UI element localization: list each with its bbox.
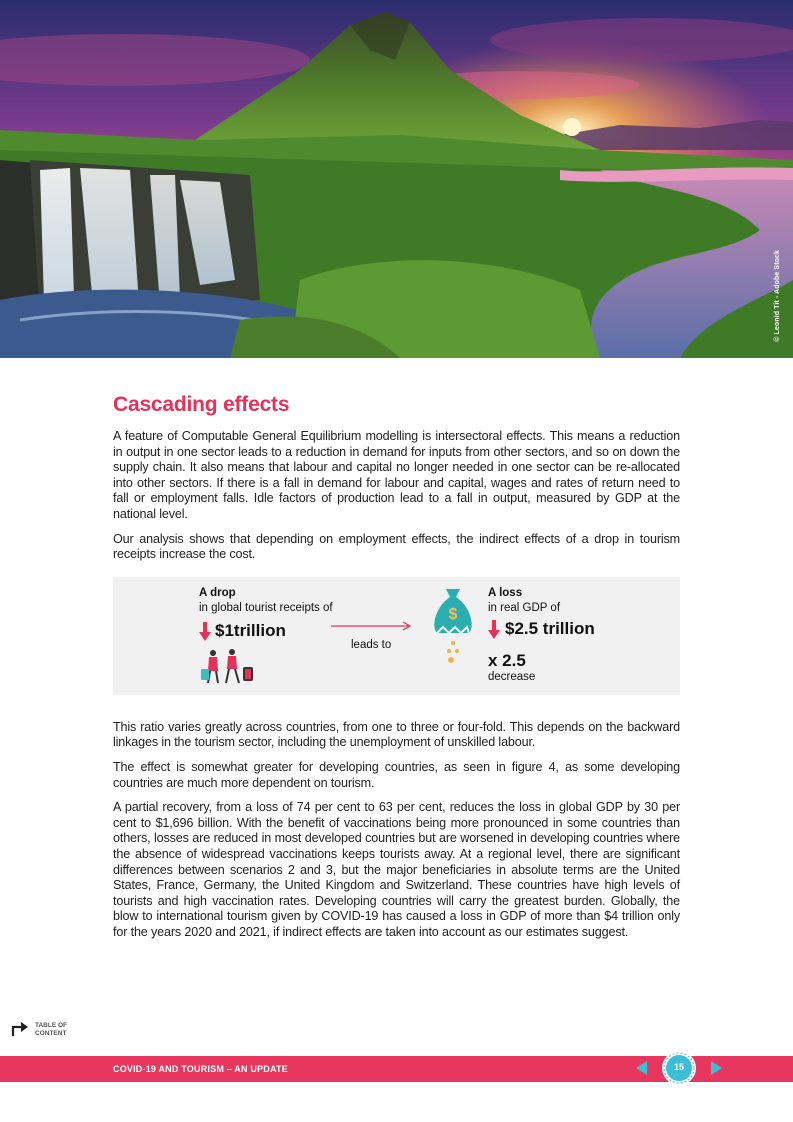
- photo-credit: © Leonid Tit - Adobe Stock: [774, 250, 781, 342]
- loss-value: $2.5 trillion: [505, 618, 595, 638]
- drop-heading: A drop: [199, 586, 236, 599]
- landscape-illustration: [0, 0, 793, 358]
- loss-heading: A loss: [488, 586, 523, 599]
- page-number: 15: [673, 1062, 684, 1072]
- connector-label: leads to: [351, 638, 392, 651]
- arrow-down-icon: [488, 620, 500, 640]
- footer-title: COVID-19 AND TOURISM – AN UPDATE: [113, 1064, 288, 1074]
- loss-subtext: in real GDP of: [488, 601, 561, 614]
- money-bag-icon: [431, 585, 475, 667]
- table-of-content-link[interactable]: [10, 1020, 68, 1043]
- section-title: Cascading effects: [113, 393, 290, 416]
- paragraph-recovery: A partial recovery, from a loss of 74 per cent to 63 per cent, reduces the loss in global GDP by 30 per cent to $1,696 billion. With the benefit of vaccinations being more pronounced in some countries than others, losses are reduced in most developed countries but are worsened in developing countries where the absence of widespread vaccinations keeps tourists away. At a regional level, there are significant differences between scenarios 2 and 3, but the major beneficiaries in absolute terms are the United States, France, Germany, the United Kingdom and Switzerland. These countries have high levels of tourists and high vaccination rates. Developing countries will carry the greatest burden. Globally, the blow to international tourism given by COVID-19 has caused a loss in GDP of more than $4 trillion only for the years 2020 and 2021, if indirect effects are taken into account as our estimates suggest.: [113, 800, 680, 939]
- page-number-badge: [661, 1050, 697, 1086]
- paragraph-intro: A feature of Computable General Equilibrium modelling is intersectoral effects. This means a reduction in output in one sector leads to a reduction in demand for inputs from other sectors, and so on down the supply chain. It also means that labour and capital no longer needed in one sector can be re-allocated into other sectors. If there is a fall in demand for labour and capital, wages and rates of return need to fall or employment falls. Idle factors of production lead to a fall in output, measured by GDP at the national level.: [113, 429, 680, 521]
- main-content: [113, 393, 680, 949]
- paragraph-analysis: Our analysis shows that depending on employment effects, the indirect effects of a drop in tourism receipts increase the cost.: [113, 531, 680, 562]
- drop-value: $1trillion: [215, 620, 286, 640]
- previous-page-icon[interactable]: [636, 1061, 648, 1075]
- next-page-icon[interactable]: [710, 1061, 722, 1075]
- paragraph-developing: The effect is somewhat greater for developing countries, as seen in figure 4, as some developing countries are much more dependent on tourism.: [113, 759, 680, 790]
- return-arrow-icon: [10, 1020, 32, 1038]
- hero-photo: [0, 0, 793, 358]
- drop-subtext: in global tourist receipts of: [199, 601, 333, 614]
- travellers-icon: [199, 647, 259, 685]
- toc-label: TABLE OF CONTENT: [35, 1022, 68, 1037]
- connector-arrow: [331, 621, 413, 631]
- infographic-box: [113, 577, 680, 695]
- arrow-down-icon: [199, 622, 211, 642]
- paragraph-ratio: This ratio varies greatly across countries, from one to three or four-fold. This depends on the backward linkages in the tourism sector, including the unemployment of unskilled labour.: [113, 719, 680, 750]
- dollar-sign: $: [448, 605, 458, 623]
- multiplier-value: x 2.5: [488, 650, 526, 670]
- multiplier-label: decrease: [488, 670, 536, 683]
